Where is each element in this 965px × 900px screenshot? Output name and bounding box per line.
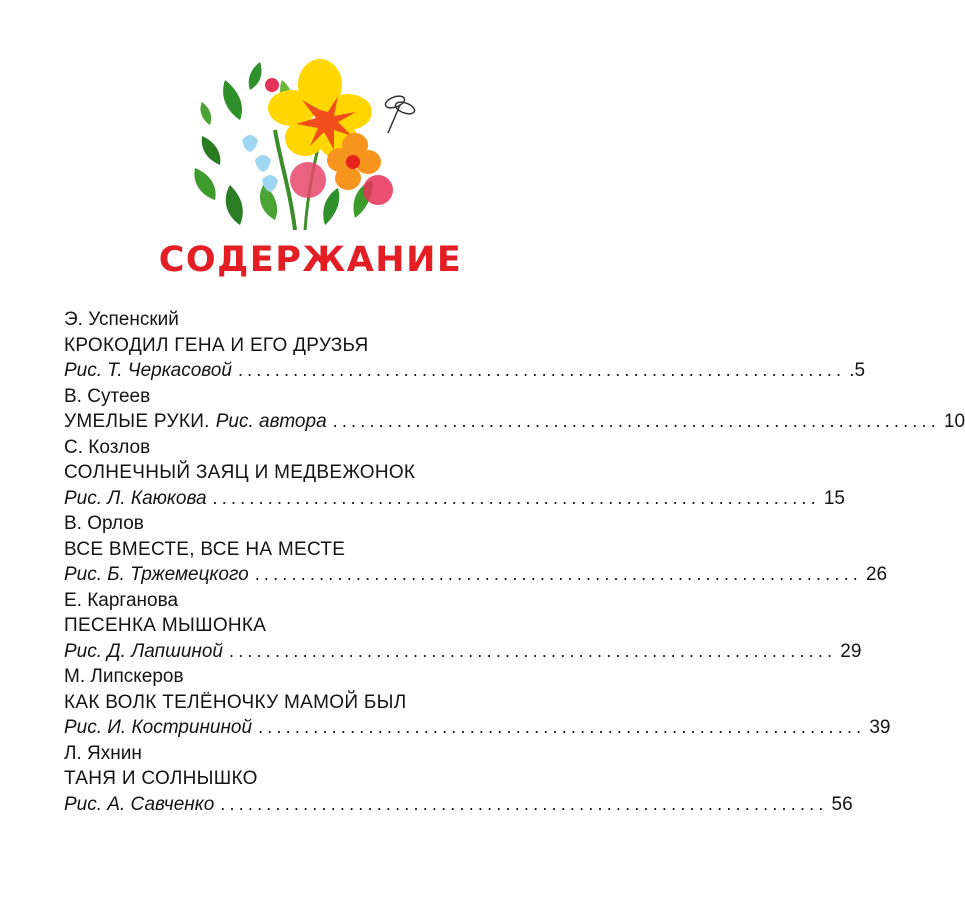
entry-page-number: 56 [831,793,853,815]
entry-author: Е. Карганова [64,589,179,611]
entry-illustrator: Рис. Т. Черкасовой [64,360,232,381]
entry-author: Э. Успенский [64,309,179,330]
entry-page-number: 39 [869,717,891,738]
dragonfly-icon [384,94,416,133]
flower-bouquet-illustration [180,50,430,235]
entry-title: ПЕСЕНКА МЫШОНКА [64,615,267,636]
toc-entry[interactable] [64,741,853,818]
entry-author: М. Липскеров [64,666,184,687]
entry-author: С. Козлов [64,436,151,458]
entry-page-number: 10 [943,411,965,432]
bluebell-icon [242,135,278,192]
entry-illustrator: Рис. Б. Тржемецкого [64,564,249,585]
entry-page-number: 26 [865,564,888,585]
dot-leader: .................................................................. [212,487,820,508]
entry-author: Л. Яхнин [64,742,142,764]
dot-leader: .................................................................. [332,411,940,431]
toc-entry[interactable] [64,664,891,741]
dot-leader: .................................................................. [258,717,866,737]
dot-leader: .................................................................. [220,793,828,814]
entry-page-number: 15 [823,487,845,509]
dot-leader: .................................................................. [229,640,837,661]
entry-title: ВСЕ ВМЕСТЕ, ВСЕ НА МЕСТЕ [64,538,346,560]
entry-title: КАК ВОЛК ТЕЛЁНОЧКУ МАМОЙ БЫЛ [64,691,407,713]
page-title: СОДЕРЖАНИЕ [158,240,463,280]
entry-illustrator: Рис. И. Кострининой [64,717,253,738]
entry-author: В. Орлов [64,513,144,534]
toc-entry[interactable] [64,384,965,435]
entry-title: СОЛНЕЧНЫЙ ЗАЯЦ И МЕДВЕЖОНОК [64,462,416,483]
dot-leader: .................................................................. [254,564,862,584]
table-of-contents [64,307,965,817]
entry-illustrator: Рис. автора [215,411,327,432]
toc-entry[interactable] [64,511,888,588]
toc-entry[interactable] [64,435,845,512]
toc-entry[interactable] [64,307,866,384]
entry-title: УМЕЛЫЕ РУКИ. [64,411,210,432]
dot-leader: .................................................................. [237,360,846,380]
entry-illustrator: Рис. А. Савченко [64,793,215,815]
entry-page-number: 29 [840,640,862,662]
entry-illustrator: Рис. Л. Каюкова [64,487,207,509]
entry-page-number: .5 [849,360,866,381]
toc-entry[interactable] [64,588,862,665]
entry-author: В. Сутеев [64,385,151,407]
entry-title: ТАНЯ И СОЛНЫШКО [64,768,258,789]
entry-illustrator: Рис. Д. Лапшиной [64,640,223,662]
entry-title: КРОКОДИЛ ГЕНА И ЕГО ДРУЗЬЯ [64,334,369,356]
